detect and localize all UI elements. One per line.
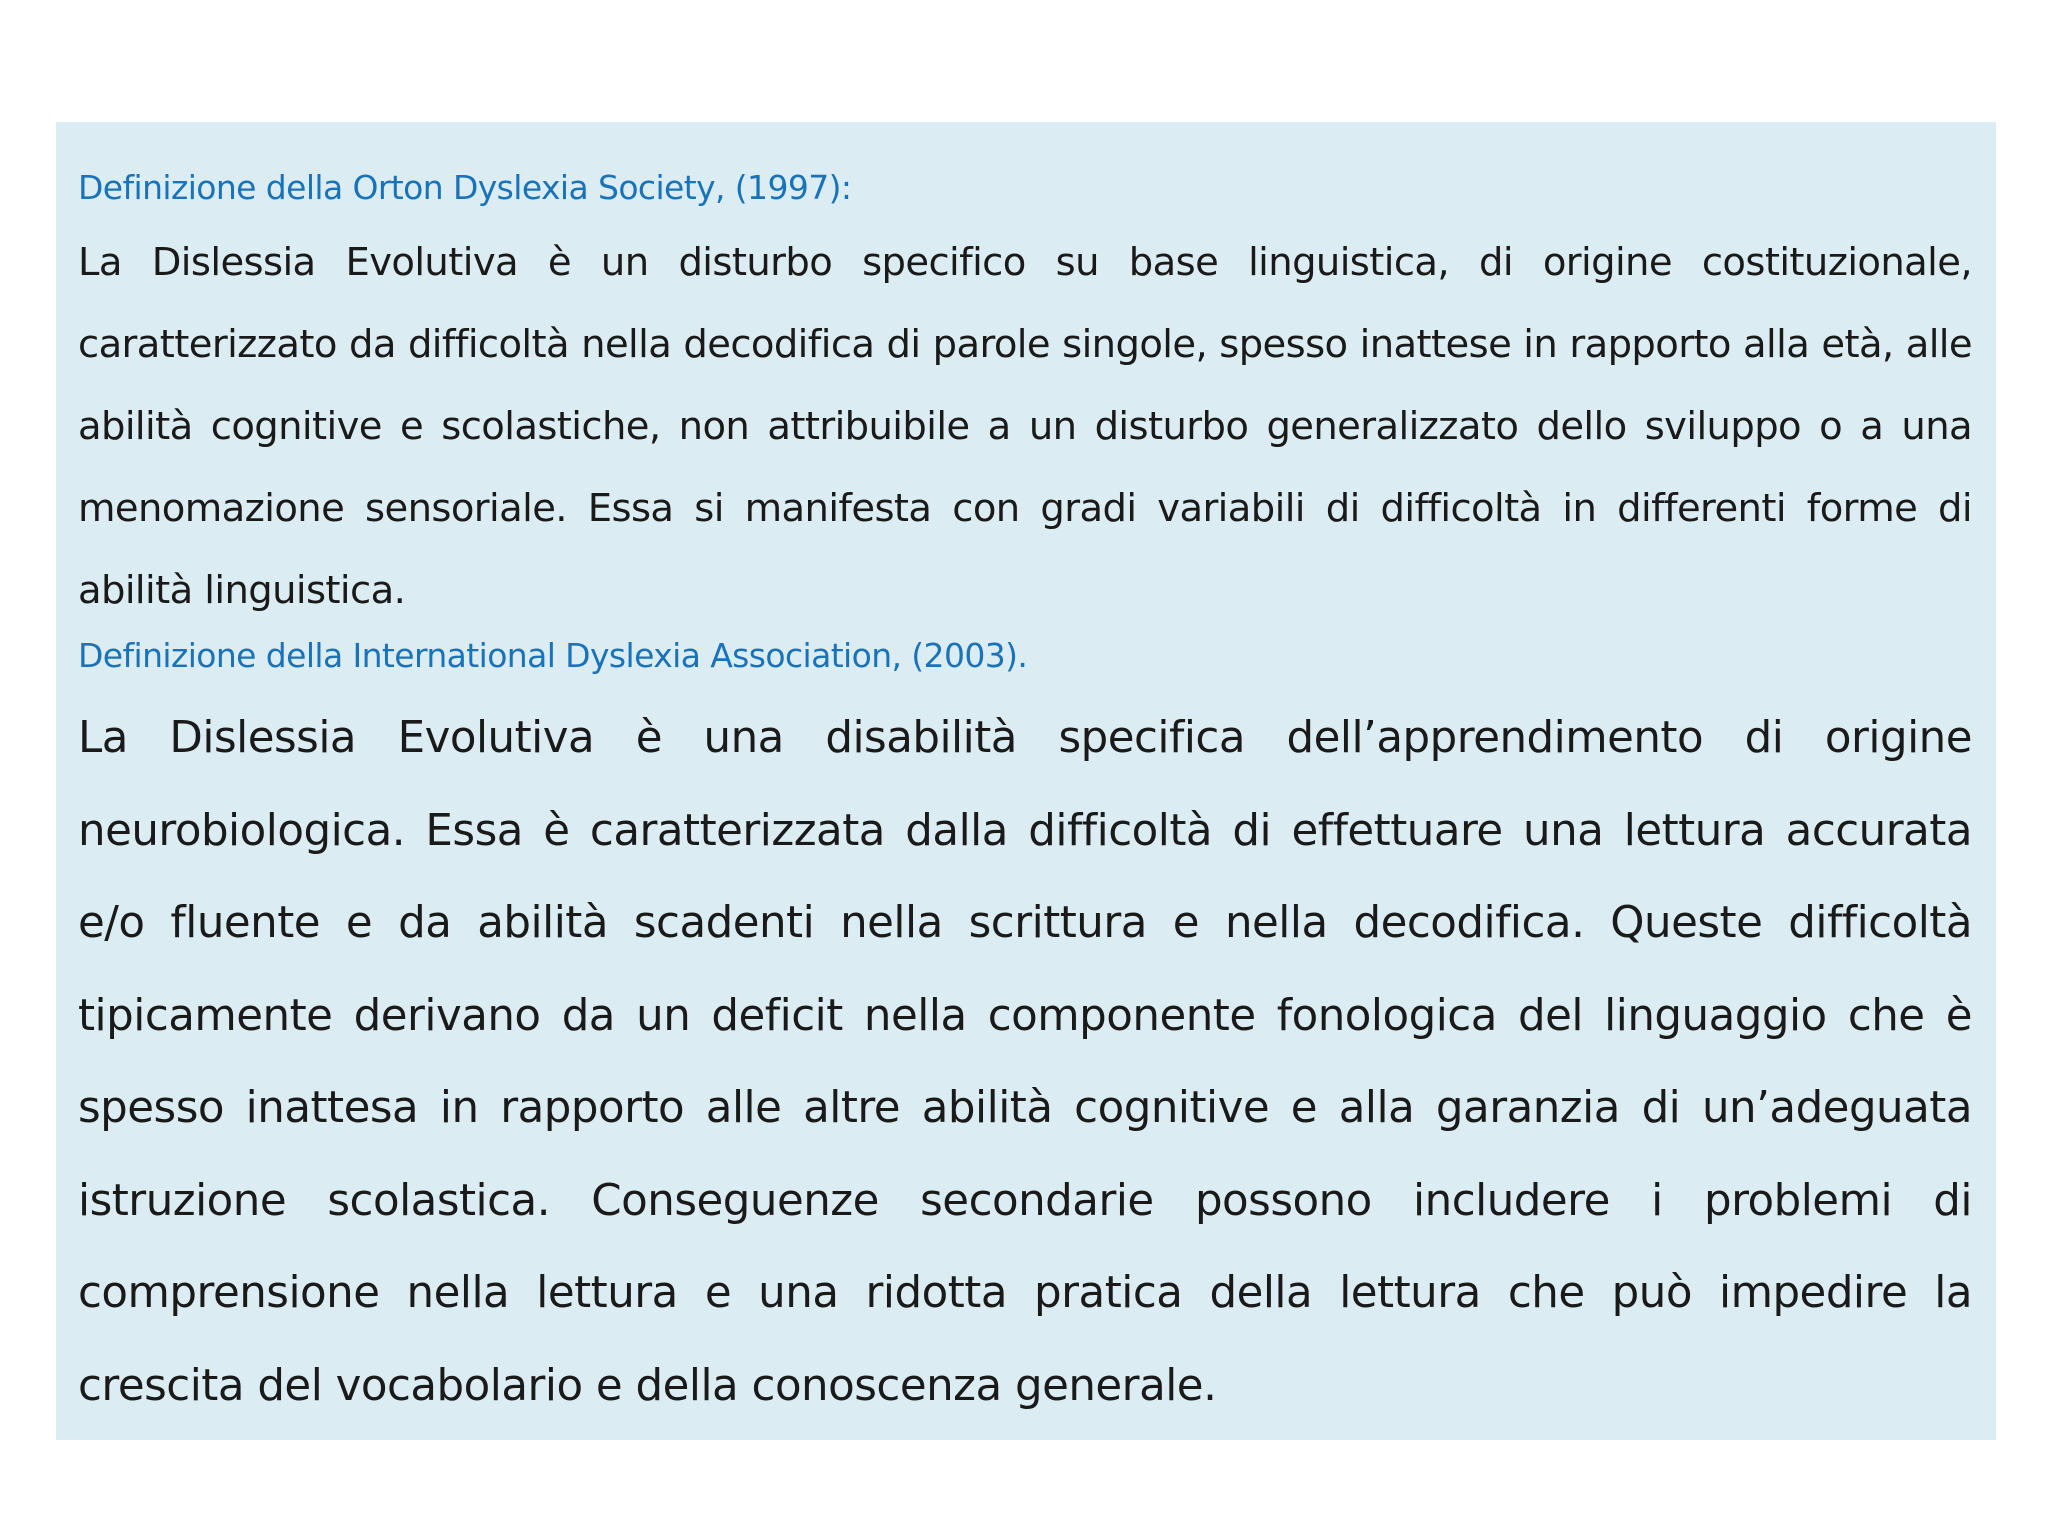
- orton-definition-heading: Definizione della Orton Dyslexia Society, (1997):: [78, 168, 852, 207]
- definitions-text-box: [56, 122, 1996, 1440]
- ida-definition-text: La Dislessia Evolutiva è una disabilità specifica dell’apprendimento di origine neurobiologica. Essa è caratterizzata dalla difficoltà di effettuare una lettura accurata e/o fluente e da abilità scadenti nella scrittura e nella decodifica. Queste difficoltà tipicamente derivano da un deficit nella componente fonologica del linguaggio che è spesso inattesa in rapporto alle altre abilità cognitive e alla garanzia di un’adeguata istruzione scolastica. Conseguenze secondarie possono includere i problemi di comprensione nella lettura e una ridotta pratica della lettura che può impedire la crescita del vocabolario e della conoscenza generale.: [78, 713, 1972, 1411]
- ida-definition-heading: Definizione della International Dyslexia Association, (2003).: [78, 636, 1028, 675]
- orton-definition-text: La Dislessia Evolutiva è un disturbo specifico su base linguistica, di origine costituzionale, caratterizzato da difficoltà nella decodifica di parole singole, spesso inattese in rapporto alla età, alle abilità cognitive e scolastiche, non attribuibile a un disturbo generalizzato dello sviluppo o a una menomazione sensoriale. Essa si manifesta con gradi variabili di difficoltà in differenti forme di abilità linguistica.: [78, 240, 1972, 613]
